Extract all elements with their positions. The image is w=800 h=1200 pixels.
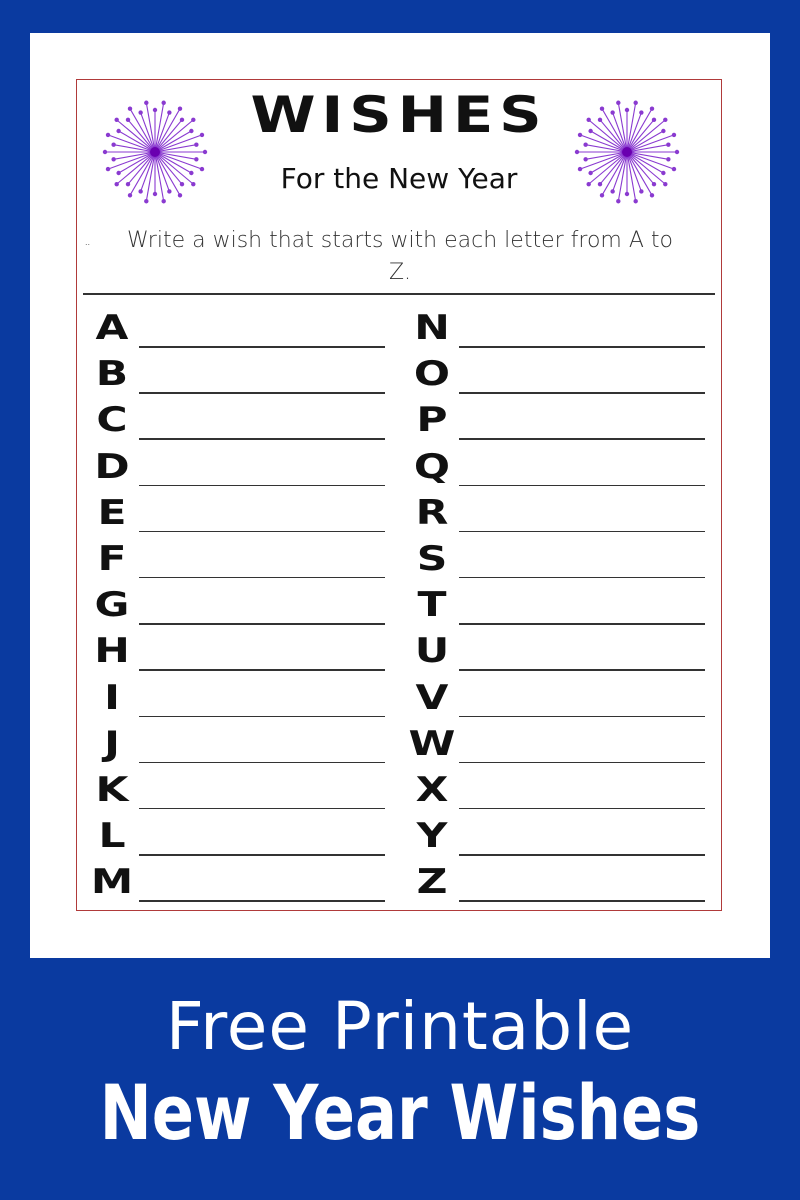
write-line[interactable] — [459, 531, 705, 533]
write-line[interactable] — [139, 392, 385, 394]
letter-row — [411, 770, 721, 816]
letter-row — [91, 770, 401, 816]
printable-paper — [30, 33, 770, 958]
letter-row — [411, 585, 721, 631]
letter-label: X — [415, 769, 449, 810]
caption-line-1: Free Printable — [165, 988, 635, 1065]
write-line[interactable] — [139, 716, 385, 718]
letter-row — [411, 631, 721, 677]
letter-label: T — [417, 585, 447, 626]
letter-row — [91, 539, 401, 585]
letter-label: Z — [416, 862, 448, 903]
letter-row — [91, 816, 401, 862]
header-divider — [83, 293, 715, 295]
letter-label: D — [94, 446, 130, 487]
write-line[interactable] — [139, 669, 385, 671]
stray-dots: .. — [85, 238, 91, 247]
letter-label: S — [416, 538, 448, 579]
letter-label: M — [90, 862, 134, 903]
write-line[interactable] — [139, 762, 385, 764]
worksheet-subtitle: For the New Year — [280, 162, 518, 195]
letter-row — [91, 308, 401, 354]
caption-line-2: New Year Wishes — [99, 1068, 701, 1157]
letter-label: E — [97, 492, 127, 533]
write-line[interactable] — [139, 485, 385, 487]
write-line[interactable] — [459, 808, 705, 810]
letter-label: Q — [413, 446, 451, 487]
write-line[interactable] — [139, 623, 385, 625]
write-line[interactable] — [459, 854, 705, 856]
letter-label: R — [415, 492, 449, 533]
letter-row — [91, 447, 401, 493]
letter-row — [411, 308, 721, 354]
letter-row — [411, 816, 721, 862]
write-line[interactable] — [139, 854, 385, 856]
write-line[interactable] — [459, 762, 705, 764]
letter-label: O — [413, 354, 451, 395]
write-line[interactable] — [459, 623, 705, 625]
letter-row — [91, 493, 401, 539]
letter-row — [91, 585, 401, 631]
letter-row — [91, 678, 401, 724]
letters-column-left — [91, 308, 401, 908]
write-line[interactable] — [459, 669, 705, 671]
write-line[interactable] — [139, 346, 385, 348]
letter-row — [91, 724, 401, 770]
write-line[interactable] — [139, 900, 385, 902]
letter-label: J — [104, 723, 120, 764]
letter-label: L — [98, 816, 126, 857]
letter-row — [91, 631, 401, 677]
write-line[interactable] — [459, 716, 705, 718]
letter-row — [91, 400, 401, 446]
letter-label: G — [94, 585, 130, 626]
letters-column-right — [408, 308, 721, 908]
letter-label: V — [415, 677, 449, 718]
letter-label: I — [104, 677, 120, 718]
write-line[interactable] — [459, 577, 705, 579]
write-line[interactable] — [459, 438, 705, 440]
write-line[interactable] — [459, 900, 705, 902]
letter-label: K — [95, 769, 129, 810]
write-line[interactable] — [459, 485, 705, 487]
letter-row — [411, 862, 721, 908]
letter-label: F — [97, 538, 127, 579]
letter-row — [411, 354, 721, 400]
letter-label: H — [94, 631, 130, 672]
letter-label: A — [95, 308, 129, 348]
letter-label: P — [416, 400, 448, 441]
letter-row — [91, 354, 401, 400]
letter-label: B — [95, 354, 129, 395]
letter-row — [411, 678, 721, 724]
letter-label: C — [96, 400, 128, 441]
write-line[interactable] — [139, 438, 385, 440]
letter-row — [91, 862, 401, 908]
letter-row — [411, 400, 721, 446]
letter-row — [408, 723, 721, 770]
write-line[interactable] — [459, 346, 705, 348]
letter-label: Y — [416, 816, 448, 857]
letter-label: W — [408, 723, 456, 764]
letter-label: N — [414, 308, 450, 348]
instructions-text: Write a wish that starts with each letter from A to Z. — [127, 228, 673, 285]
worksheet-title: WISHES — [250, 86, 548, 144]
letter-row — [411, 447, 721, 493]
write-line[interactable] — [459, 392, 705, 394]
worksheet — [76, 79, 722, 911]
letter-row — [411, 539, 721, 585]
write-line[interactable] — [139, 808, 385, 810]
letter-row — [411, 493, 721, 539]
write-line[interactable] — [139, 531, 385, 533]
letter-label: U — [414, 631, 450, 672]
write-line[interactable] — [139, 577, 385, 579]
